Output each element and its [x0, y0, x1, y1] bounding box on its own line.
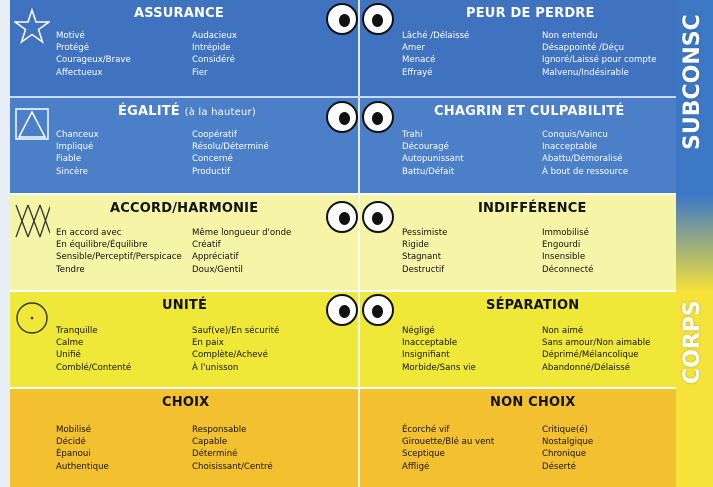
- row-assurance: [10, 0, 676, 96]
- cell-egalite: [10, 98, 360, 193]
- row-choix: [10, 387, 676, 487]
- side-label-corps: CORPS: [680, 300, 705, 384]
- word: Abattu/Démoralisé: [542, 154, 623, 165]
- cell-unite: [10, 292, 360, 387]
- word: Découragé: [402, 142, 449, 153]
- col-peur-1: [402, 30, 469, 79]
- word: Rigide: [402, 240, 429, 251]
- word: À l'unisson: [192, 362, 239, 373]
- title-egalite: ÉGALITÉ (à la hauteur): [118, 104, 256, 119]
- word: Non aimé: [542, 326, 584, 336]
- col-nonchoix-2: [542, 424, 593, 473]
- word: Désappointé /Déçu: [542, 43, 625, 54]
- col-peur-2: [542, 30, 657, 79]
- word: Négligé: [402, 326, 435, 336]
- word: Déconnecté: [542, 264, 594, 275]
- word: Non entendu: [542, 31, 598, 41]
- title-non-choix: NON CHOIX: [490, 395, 576, 410]
- word: Abandonné/Délaissé: [542, 362, 631, 373]
- title-chagrin: CHAGRIN ET CULPABILITÉ: [434, 104, 625, 119]
- col-choix-2: [192, 424, 273, 473]
- word: Impliqué: [56, 142, 94, 153]
- col-indiff-1: [402, 227, 447, 276]
- word: Destructif: [402, 264, 445, 275]
- word: Fier: [192, 67, 208, 78]
- word: En équilibre/Équilibre: [56, 240, 148, 251]
- word: Insignifiant: [402, 350, 450, 361]
- word: Créatif: [192, 240, 221, 251]
- word: Fiable: [56, 154, 82, 165]
- title-accord: ACCORD/HARMONIE: [110, 201, 259, 216]
- title-choix: CHOIX: [162, 395, 210, 410]
- word: Tranquille: [56, 326, 98, 336]
- word: Chronique: [542, 449, 587, 460]
- row-unite: [10, 290, 676, 387]
- col-chagrin-2: [542, 129, 628, 178]
- word: Sauf(ve)/En sécurité: [192, 326, 280, 336]
- title-peur-de-perdre: PEUR DE PERDRE: [466, 6, 595, 21]
- word: Déserté: [542, 461, 576, 472]
- word: Capable: [192, 437, 228, 448]
- word: En paix: [192, 338, 224, 349]
- circle-dot-icon: [14, 300, 50, 336]
- word: Productif: [192, 166, 231, 177]
- word: Conquis/Vaincu: [542, 130, 608, 140]
- col-indiff-2: [542, 227, 593, 276]
- word: Insensible: [542, 252, 586, 263]
- word: Sans amour/Non aimable: [542, 338, 651, 349]
- word: Trahi: [402, 130, 423, 140]
- eyes-icon: [322, 101, 398, 135]
- word: Chanceux: [56, 130, 99, 140]
- word: Protégé: [56, 43, 90, 54]
- word: Inacceptable: [542, 142, 598, 153]
- word: Courageux/Brave: [56, 55, 131, 66]
- chart-grid: [10, 0, 676, 487]
- word: Morbide/Sans vie: [402, 362, 476, 373]
- word: Battu/Défait: [402, 166, 455, 177]
- col-accord-1: [56, 227, 182, 276]
- title-unite: UNITÉ: [162, 298, 208, 313]
- word: Effrayé: [402, 67, 433, 78]
- col-egalite-1: [56, 129, 99, 178]
- word: Sensible/Perceptif/Perspicace: [56, 252, 182, 263]
- cell-choix: [10, 389, 360, 487]
- word: Malvenu/Indésirable: [542, 67, 629, 78]
- col-choix-1: [56, 424, 109, 473]
- word: Déterminé: [192, 449, 238, 460]
- word: Authentique: [56, 461, 109, 472]
- cell-non-choix: [360, 389, 676, 487]
- col-chagrin-1: [402, 129, 464, 178]
- word: Responsable: [192, 425, 247, 435]
- word: Engourdi: [542, 240, 581, 251]
- word: Amer: [402, 43, 426, 54]
- word: Sincère: [56, 166, 88, 177]
- title-assurance: ASSURANCE: [134, 6, 224, 21]
- star-icon: [14, 8, 50, 44]
- word: Intrépide: [192, 43, 231, 54]
- word: Doux/Gentil: [192, 264, 243, 275]
- eyes-icon: [322, 3, 398, 37]
- word: Menacé: [402, 55, 436, 66]
- col-assurance-1: [56, 30, 131, 79]
- word: Critique(é): [542, 425, 588, 435]
- word: Concerné: [192, 154, 233, 165]
- eyes-icon: [322, 294, 398, 328]
- word: Stagnant: [402, 252, 442, 263]
- word: Choisissant/Centré: [192, 461, 273, 472]
- word: Affectueux: [56, 67, 103, 78]
- word: Mobilisé: [56, 425, 92, 435]
- cell-peur-de-perdre: [360, 0, 676, 96]
- word: Girouette/Blé au vent: [402, 437, 495, 448]
- cell-separation: [360, 292, 676, 387]
- word: Audacieux: [192, 31, 237, 41]
- word: Considéré: [192, 55, 235, 66]
- col-egalite-2: [192, 129, 269, 178]
- word: Unifié: [56, 350, 81, 361]
- title-indifference: INDIFFÉRENCE: [478, 201, 587, 216]
- cell-assurance: [10, 0, 360, 96]
- word: Complète/Achevé: [192, 350, 268, 361]
- cell-chagrin: [360, 98, 676, 193]
- col-nonchoix-1: [402, 424, 494, 473]
- word: Calme: [56, 338, 84, 349]
- col-assurance-2: [192, 30, 237, 79]
- word: Tendre: [56, 264, 85, 275]
- word: Lâché /Délaissé: [402, 31, 470, 41]
- eyes-icon: [322, 201, 398, 235]
- col-sep-2: [542, 325, 650, 374]
- word: Écorché vif: [402, 425, 450, 435]
- cell-indifference: [360, 195, 676, 290]
- triangle-square-icon: [14, 106, 50, 142]
- word: Comblé/Contenté: [56, 362, 132, 373]
- word: En accord avec: [56, 228, 122, 238]
- word: À bout de ressource: [542, 166, 628, 177]
- word: Appréciatif: [192, 252, 239, 263]
- col-unite-1: [56, 325, 131, 374]
- word: Ignoré/Laissé pour compte: [542, 55, 657, 66]
- side-label-subconscient: SUBCONSC: [680, 14, 705, 150]
- word: Motivé: [56, 31, 85, 41]
- crossed-lines-icon: [14, 203, 50, 239]
- word: Coopératif: [192, 130, 237, 140]
- row-egalite: [10, 96, 676, 193]
- word: Épanoui: [56, 449, 91, 460]
- word: Même longueur d'onde: [192, 228, 292, 238]
- col-accord-2: [192, 227, 291, 276]
- word: Affligé: [402, 461, 430, 472]
- word: Sceptique: [402, 449, 445, 460]
- col-unite-2: [192, 325, 279, 374]
- cell-accord: [10, 195, 360, 290]
- word: Immobilisé: [542, 228, 589, 238]
- title-separation: SÉPARATION: [486, 298, 580, 313]
- col-sep-1: [402, 325, 476, 374]
- word: Inacceptable: [402, 338, 458, 349]
- row-accord: [10, 193, 676, 290]
- word: Autopunissant: [402, 154, 464, 165]
- word: Résolu/Déterminé: [192, 142, 269, 153]
- word: Nostalgique: [542, 437, 594, 448]
- word: Déprimé/Mélancolique: [542, 350, 639, 361]
- word: Pessimiste: [402, 228, 448, 238]
- word: Décidé: [56, 437, 86, 448]
